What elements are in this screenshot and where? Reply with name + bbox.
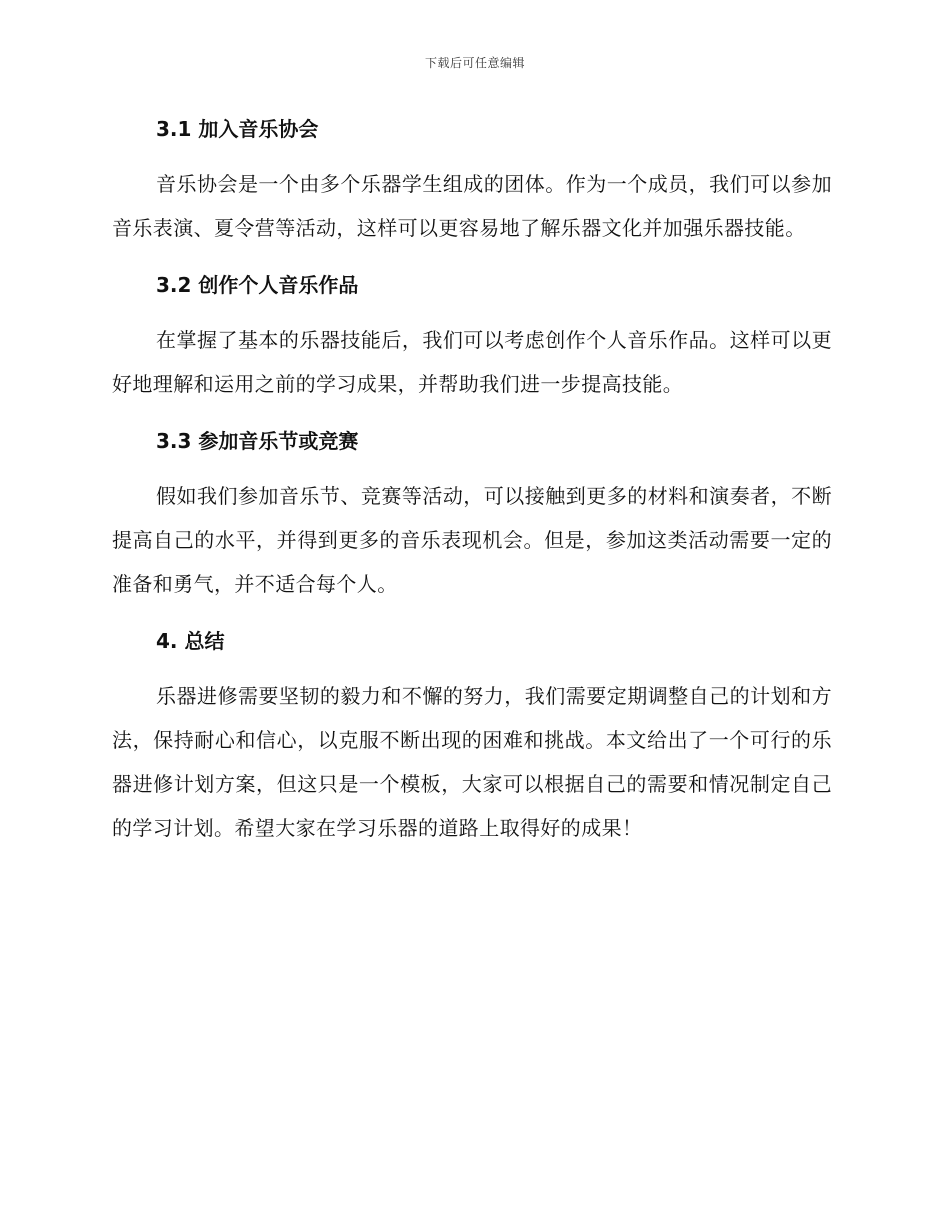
section-paragraph-3-1: 音乐协会是一个由多个乐器学生组成的团体。作为一个成员，我们可以参加音乐表演、夏令营等活动，这样可以更容易地了解乐器文化并加强乐器技能。 xyxy=(112,172,832,240)
section-heading-3-1: 3.1 加入音乐协会 xyxy=(156,117,319,141)
section-paragraph-3-3: 假如我们参加音乐节、竞赛等活动，可以接触到更多的材料和演奏者，不断提高自己的水平，并得到更多的音乐表现机会。但是，参加这类活动需要一定的准备和勇气，并不适合每个人。 xyxy=(112,484,832,596)
document-body xyxy=(112,108,832,850)
section-paragraph-3-2: 在掌握了基本的乐器技能后，我们可以考虑创作个人音乐作品。这样可以更好地理解和运用之前的学习成果，并帮助我们进一步提高技能。 xyxy=(112,328,832,396)
section-paragraph-4: 乐器进修需要坚韧的毅力和不懈的努力，我们需要定期调整自己的计划和方法，保持耐心和信心，以克服不断出现的困难和挑战。本文给出了一个可行的乐器进修计划方案，但这只是一个模板，大家可以根据自己的需要和情况制定自己的学习计划。希望大家在学习乐器的道路上取得好的成果！ xyxy=(112,684,832,840)
section-heading-3-3: 3.3 参加音乐节或竞赛 xyxy=(156,429,359,453)
page-header-note: 下载后可任意编辑 xyxy=(424,56,525,70)
section-heading-4: 4. 总结 xyxy=(156,629,225,653)
section-heading-3-2: 3.2 创作个人音乐作品 xyxy=(156,273,359,297)
